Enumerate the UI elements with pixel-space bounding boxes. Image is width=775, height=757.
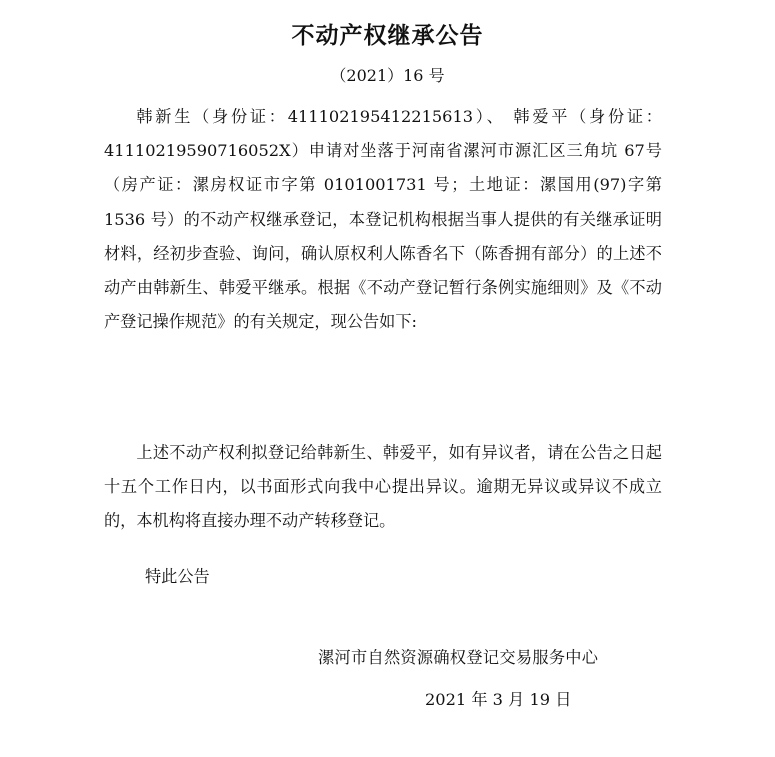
document-number: （2021）16 号: [330, 66, 445, 85]
issuer-name: 漯河市自然资源确权登记交易服务中心: [318, 648, 599, 667]
document-title: 不动产权继承公告: [291, 22, 484, 49]
body-paragraph-1: 韩新生（身份证：411102195412215613）、 韩爱平（身份证：4111021959071605​2X）申请对坐落于河南省漯河市源汇区三角坑 67号（房产证：漯房权证市字第 0101001731 号；土地证：漯国用(97)字第 1536 号）的不动产权继承登记，本登记机构根据当事人提供的有关继承证明材料，经初步查验、询问，确认原权利人陈香名下（陈香拥有部分）的上述不动产由韩新生、韩爱平继承。根据《不动产登记暂行条例实施细则》及《不动产登记操作规范》的有关规定，现公告如下:: [104, 107, 662, 332]
issue-date: 2021 年 3 月 19 日: [425, 690, 572, 709]
body-paragraph-2: 上述不动产权利拟登记给韩新生、韩爱平，如有异议者，请在公告之日起十五个工作日内，以书面形式向我中心提出异议。逾期无异议或异议不成立的，本机构将直接办理不动产转移登记。: [104, 443, 662, 531]
closing-remark: 特此公告: [145, 567, 210, 586]
